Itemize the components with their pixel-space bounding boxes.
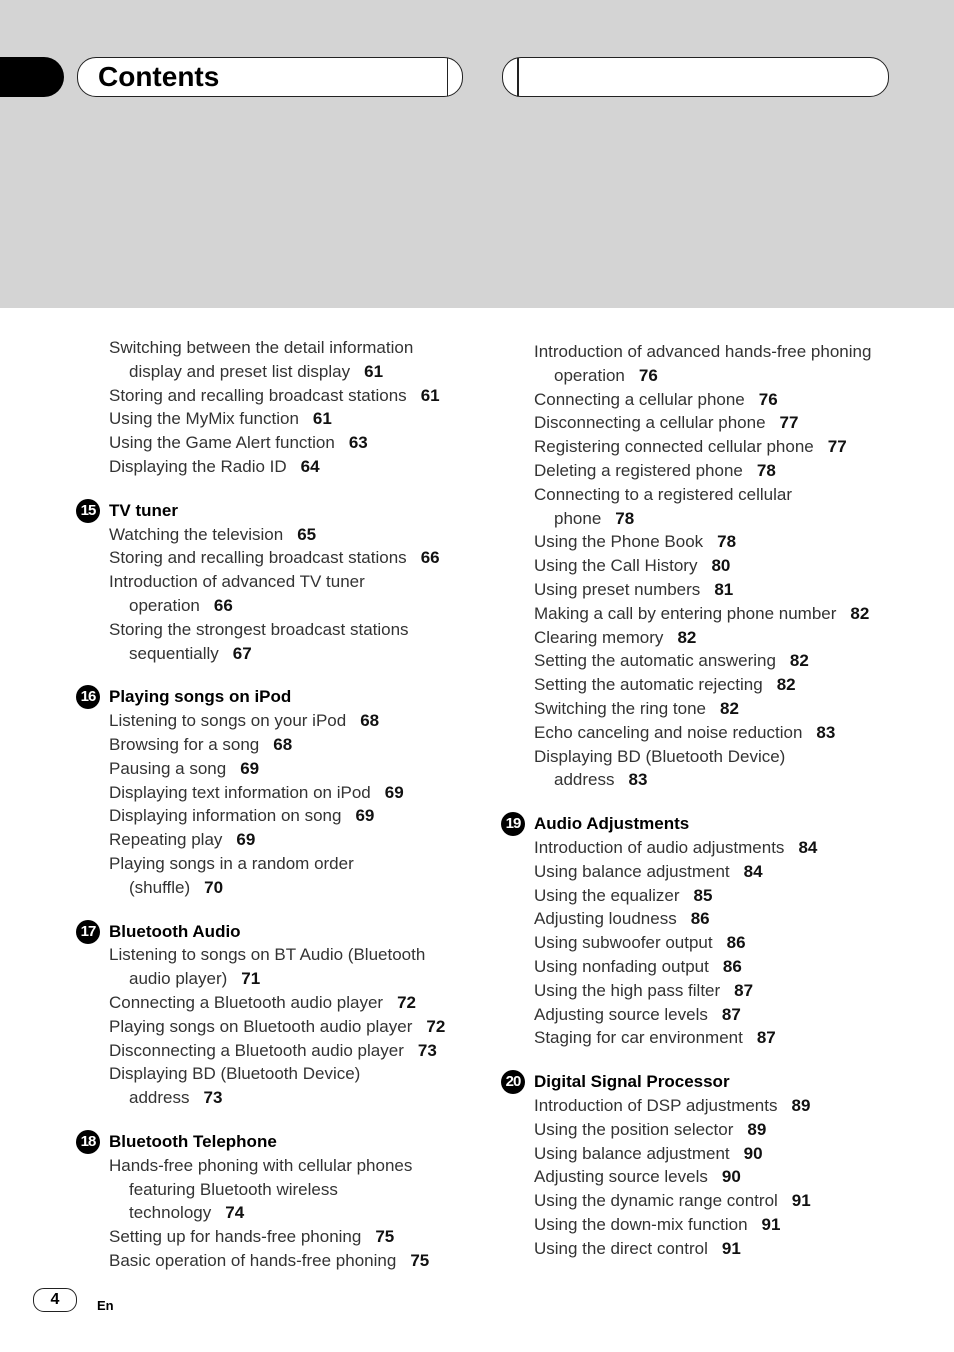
entry-page-number: 90 [743,1143,763,1163]
entry-text: Using the direct control 91 [534,1238,741,1258]
entry-text: Using the equalizer 85 [534,885,713,905]
entry-text: Switching the ring tone 82 [534,698,739,718]
language-label: En [97,1298,114,1313]
entry-text: Using the high pass filter 87 [534,980,754,1000]
entry-text: Listening to songs on BT Audio (Bluetooth [109,945,426,965]
toc-entry[interactable] [109,828,469,852]
entry-page-number: 81 [714,579,734,599]
section-gap [109,479,469,499]
entry-page-number: 91 [761,1214,781,1234]
toc-entry[interactable] [109,781,469,805]
entry-page-number: 78 [756,460,776,480]
toc-entry[interactable] [534,884,894,908]
entry-text: Displaying the Radio ID 64 [109,456,320,476]
toc-entry[interactable] [109,943,469,991]
entry-text: Playing songs in a random order [109,853,354,873]
toc-entry[interactable] [534,1142,894,1166]
toc-entry[interactable] [109,546,469,570]
entry-text: Using the position selector 89 [534,1119,767,1139]
toc-entry[interactable] [109,804,469,828]
entry-page-number: 66 [420,548,440,568]
entry-page-number: 78 [717,532,737,552]
toc-entry[interactable] [534,1026,894,1050]
entry-text: Adjusting source levels 90 [534,1167,741,1187]
entry-page-number: 74 [225,1203,245,1223]
toc-section [505,812,894,1050]
toc-entry[interactable] [109,1225,469,1249]
entry-page-number: 80 [711,556,731,576]
entry-text: Making a call by entering phone number 82 [534,603,870,623]
entry-page-number: 83 [816,722,836,742]
entry-page-number: 87 [756,1028,776,1048]
entry-text: Deleting a registered phone 78 [534,460,776,480]
entry-page-number: 77 [827,437,847,457]
entry-text: Displaying BD (Bluetooth Device) [109,1064,361,1084]
entry-page-number: 61 [420,385,440,405]
toc-entry[interactable] [109,570,469,618]
toc-entry[interactable] [534,388,894,412]
toc-entry[interactable] [109,1249,469,1273]
title-box [77,57,463,97]
entry-text: Connecting a Bluetooth audio player 72 [109,992,417,1012]
entry-page-number: 87 [721,1004,741,1024]
entry-text: Displaying BD (Bluetooth Device) [534,746,786,766]
toc-entry[interactable] [109,1154,469,1225]
toc-entry[interactable] [534,1118,894,1142]
header-band [0,0,954,308]
entry-page-number: 76 [758,389,778,409]
entry-text: Storing the strongest broadcast stations [109,619,409,639]
entry-text: Pausing a song 69 [109,758,260,778]
toc-entry[interactable] [109,757,469,781]
blank-box-divider [517,58,519,96]
entry-text: Browsing for a song 68 [109,734,293,754]
entry-text: Displaying information on song 69 [109,806,375,826]
entry-text: Connecting to a registered cellular [534,484,792,504]
entry-page-number: 89 [791,1095,811,1115]
entry-text: Using preset numbers 81 [534,579,734,599]
entry-text: Listening to songs on your iPod 68 [109,711,380,731]
toc-entry[interactable] [534,483,894,531]
entry-text: Adjusting source levels 87 [534,1004,741,1024]
section-title[interactable]: Audio Adjustments [534,814,690,834]
entry-page-number: 78 [615,508,635,528]
toc-entry[interactable] [109,1039,469,1063]
entry-text: Introduction of advanced TV tuner [109,572,365,592]
entry-page-number: 85 [693,885,713,905]
toc-section [80,1130,469,1273]
entry-page-number: 66 [213,595,233,615]
entry-page-number: 82 [789,651,809,671]
section-title[interactable]: Bluetooth Telephone [109,1131,277,1151]
toc-entry[interactable] [109,852,469,900]
entry-page-number: 73 [417,1040,437,1060]
entry-text: Using nonfading output 86 [534,956,742,976]
entry-text: Clearing memory 82 [534,627,697,647]
entry-page-number: 84 [743,861,763,881]
section-number-badge: 19 [501,812,525,836]
entry-text: Switching between the detail information [109,338,414,357]
entry-page-number: 72 [397,992,417,1012]
entry-text-continued: operation 66 [129,595,233,615]
entry-page-number: 83 [628,770,648,790]
entry-page-number: 73 [203,1088,223,1108]
toc-entry[interactable] [109,384,469,408]
entry-text-continued: (shuffle) 70 [129,877,224,897]
toc-entry[interactable] [534,1094,894,1118]
entry-page-number: 64 [300,456,320,476]
section-gap [534,1050,894,1070]
entry-text: Using balance adjustment 84 [534,861,763,881]
entry-page-number: 82 [776,675,796,695]
toc-right-column [505,340,894,1260]
toc-entry[interactable] [534,721,894,745]
entry-page-number: 69 [384,782,404,802]
entry-text: Using subwoofer output 86 [534,933,746,953]
toc-entry[interactable] [109,431,469,455]
entry-page-number: 77 [779,413,799,433]
toc-entry[interactable] [109,1015,469,1039]
entry-text: Echo canceling and noise reduction 83 [534,722,836,742]
toc-entry[interactable] [534,1189,894,1213]
entry-text: Setting the automatic rejecting 82 [534,675,796,695]
toc-entry[interactable] [109,407,469,431]
section-number-badge: 17 [76,920,100,944]
entry-page-number: 61 [364,361,384,381]
entry-text-continued: audio player) 71 [129,969,261,989]
section-number-badge: 16 [76,685,100,709]
entry-page-number: 63 [348,433,368,453]
toc-entry[interactable] [109,523,469,547]
entry-text: Repeating play 69 [109,830,256,850]
toc-entry[interactable] [534,860,894,884]
entry-page-number: 69 [236,830,256,850]
toc-entry[interactable] [534,697,894,721]
entry-page-number: 67 [232,643,252,663]
toc-entry[interactable] [534,745,894,793]
entry-text-continued: phone 78 [554,508,635,528]
entry-page-number: 90 [721,1167,741,1187]
toc-entry[interactable] [534,907,894,931]
entry-text: Displaying text information on iPod 69 [109,782,404,802]
entry-text: Introduction of advanced hands-free phoning [534,342,872,361]
toc-entry[interactable] [109,709,469,733]
entry-text: Playing songs on Bluetooth audio player 72 [109,1016,446,1036]
section-gap [534,792,894,812]
entry-text-continued: featuring Bluetooth wireless [129,1179,338,1199]
toc-entry[interactable] [534,649,894,673]
section-gap [109,665,469,685]
entry-page-number: 82 [677,627,697,647]
entry-text-continued: address 73 [129,1088,223,1108]
entry-page-number: 71 [241,969,261,989]
toc-entry[interactable] [109,991,469,1015]
section-gap [109,900,469,920]
entry-text-continued: address 83 [554,770,648,790]
toc-entry[interactable] [534,836,894,860]
entry-text: Staging for car environment 87 [534,1028,776,1048]
entry-page-number: 86 [726,933,746,953]
entry-text: Watching the television 65 [109,524,317,544]
toc-entry[interactable] [534,955,894,979]
entry-page-number: 70 [204,877,224,897]
entry-page-number: 68 [360,711,380,731]
toc-left-column [80,336,469,1273]
entry-text: Storing and recalling broadcast stations 61 [109,385,440,405]
toc-section [80,920,469,1110]
section-number-badge: 20 [501,1070,525,1094]
section-number-badge: 18 [76,1130,100,1154]
entry-text-continued: technology 74 [129,1203,245,1223]
title-box-divider [447,58,449,96]
entry-page-number: 75 [410,1250,430,1270]
entry-text: Registering connected cellular phone 77 [534,437,847,457]
entry-page-number: 69 [355,806,375,826]
toc-entry[interactable] [534,411,894,435]
toc-entry[interactable] [534,340,894,388]
toc-entry[interactable] [534,435,894,459]
entry-text: Using the down-mix function 91 [534,1214,781,1234]
entry-text: Using the Call History 80 [534,556,731,576]
section-title[interactable]: Playing songs on iPod [109,687,292,707]
entry-page-number: 82 [720,698,739,718]
entry-page-number: 84 [798,837,818,857]
entry-page-number: 82 [850,603,870,623]
section-number-badge: 15 [76,499,100,523]
entry-text: Adjusting loudness 86 [534,909,710,929]
entry-page-number: 61 [312,409,332,429]
entry-text: Using the MyMix function 61 [109,409,332,429]
entry-text-continued: sequentially 67 [129,643,252,663]
toc-entry[interactable] [534,1213,894,1237]
entry-page-number: 69 [240,758,260,778]
toc-entry[interactable] [109,336,469,384]
entry-page-number: 68 [273,734,293,754]
entry-text: Setting up for hands-free phoning 75 [109,1227,395,1247]
entry-text: Using the dynamic range control 91 [534,1191,811,1211]
entry-text: Connecting a cellular phone 76 [534,389,778,409]
entry-text: Introduction of audio adjustments 84 [534,837,818,857]
entry-text: Disconnecting a cellular phone 77 [534,413,799,433]
toc-entry[interactable] [534,1165,894,1189]
entry-text-continued: display and preset list display 61 [129,361,384,381]
entry-text: Using the Game Alert function 63 [109,433,368,453]
toc-entry[interactable] [534,673,894,697]
entry-page-number: 89 [747,1119,767,1139]
entry-page-number: 87 [734,980,754,1000]
section-title[interactable]: Bluetooth Audio [109,921,241,941]
toc-entry[interactable] [109,618,469,666]
entry-text: Using balance adjustment 90 [534,1143,763,1163]
entry-text: Basic operation of hands-free phoning 75 [109,1250,430,1270]
entry-text: Storing and recalling broadcast stations 66 [109,548,440,568]
entry-page-number: 91 [721,1238,741,1258]
toc-entry[interactable] [534,530,894,554]
toc-entry[interactable] [109,1062,469,1110]
toc-entry[interactable] [534,1003,894,1027]
entry-text: Disconnecting a Bluetooth audio player 73 [109,1040,437,1060]
toc-entry[interactable] [534,602,894,626]
toc-entry[interactable] [534,626,894,650]
entry-page-number: 86 [690,909,710,929]
blank-title-box [502,57,889,97]
entry-text: Hands-free phoning with cellular phones [109,1155,413,1175]
entry-text: Setting the automatic answering 82 [534,651,809,671]
toc-section [80,499,469,666]
entry-page-number: 72 [426,1016,446,1036]
toc-section [80,685,469,899]
section-title[interactable]: Digital Signal Processor [534,1072,730,1092]
toc-entry[interactable] [109,733,469,757]
section-title[interactable]: TV tuner [109,500,178,520]
toc-entry[interactable] [109,455,469,479]
toc-entry[interactable] [534,459,894,483]
entry-text-continued: operation 76 [554,365,658,385]
entry-text: Using the Phone Book 78 [534,532,737,552]
entry-page-number: 65 [297,524,317,544]
toc-entry[interactable] [534,554,894,578]
page-number: 4 [33,1288,77,1312]
entry-page-number: 75 [375,1227,395,1247]
toc-entry[interactable] [534,931,894,955]
toc-section [505,1070,894,1260]
entry-page-number: 76 [638,365,658,385]
toc-entry[interactable] [534,578,894,602]
toc-entry[interactable] [534,1237,894,1261]
entry-text: Introduction of DSP adjustments 89 [534,1095,811,1115]
section-gap [109,1110,469,1130]
chapter-tab [0,57,64,97]
page-title: Contents [98,61,220,92]
entry-page-number: 91 [791,1191,811,1211]
entry-page-number: 86 [722,956,742,976]
toc-entry[interactable] [534,979,894,1003]
